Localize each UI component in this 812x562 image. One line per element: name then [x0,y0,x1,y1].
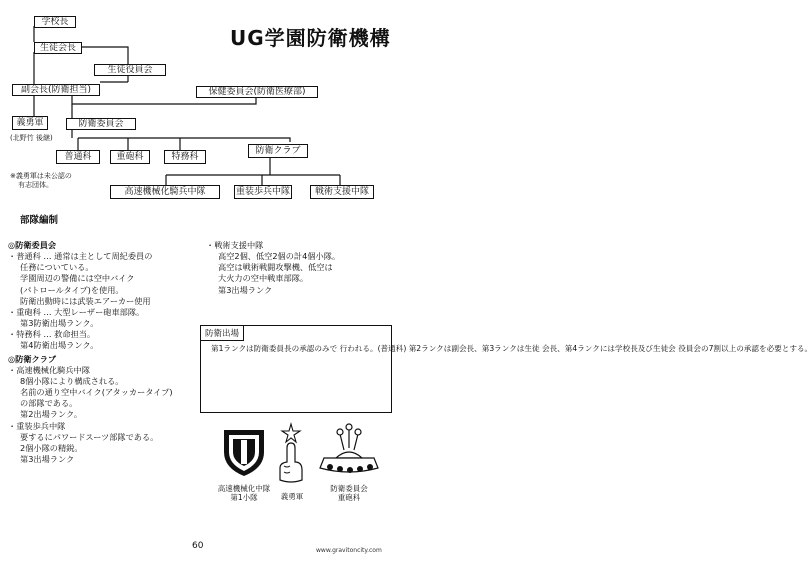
deployment-rank-title: 防衛出場 [201,326,244,341]
page-number: 60 [192,541,204,551]
rank-line-1: 第1ランクは防衛委員長の承認のみで [211,344,338,353]
rank-line-2: 行われる。(普通科) [339,344,407,353]
text-normal-section-d: 防衛出動時には武装エアーカー使用 [20,295,151,306]
org-box-vp-defense: 副会長(防衛担当) [12,84,100,96]
heading-defense-committee: ◎防衛委員会 [8,240,57,250]
text-tactical-support-c: 大火力の空中戦車部隊。 [218,273,309,284]
text-artillery-section: ・重砲科 … 大型レーザー砲車部隊。 [8,306,145,317]
text-heavy-infantry-b: 2個小隊の精鋭。 [20,442,83,453]
left-column-text [8,238,173,465]
org-box-mech-cavalry: 高速機械化騎兵中隊 [110,185,220,199]
org-box-normal-section: 普通科 [56,150,100,164]
footer-url: www.gravitoncity.com [316,547,382,554]
page-title: UG学園防衛機構 [230,26,391,50]
volunteer-army-emblem-icon [272,422,310,486]
volunteer-remark-line-2: 有志団体。 [18,181,53,189]
org-box-artillery-section: 重砲科 [110,150,150,164]
text-mech-cavalry: ・高速機械化騎兵中隊 [8,364,90,375]
text-heavy-infantry-c: 第3出場ランク [20,453,75,464]
text-tactical-support-a: 高空2個、低空2個の計4個小隊。 [218,251,341,262]
org-box-health-committee: 保健委員会(防衛医療部) [196,86,318,98]
org-box-tactical-support: 戦術支援中隊 [310,185,374,199]
text-special-section-a: 第4防衛出場ランク。 [20,340,99,351]
text-mech-cavalry-d: 第2出場ランク。 [20,409,83,420]
text-artillery-section-a: 第3防衛出場ランク。 [20,318,99,329]
rank-line-5: 役員会の7割以上の承認を必要とする。 [678,344,812,353]
mech-cavalry-emblem-icon [222,428,266,478]
rank-line-3: 第2ランクは副会長、第3ランクは生徒 [408,344,540,353]
text-special-section: ・特務科 … 救命担当。 [8,329,96,340]
org-box-president: 生徒会長 [34,42,82,54]
artillery-emblem-caption [314,484,384,503]
text-tactical-support: ・戦術支援中隊 [206,240,264,250]
text-mech-cavalry-c: の部隊である。 [20,398,78,409]
deployment-rank-box [200,325,812,413]
text-normal-section-a: 任務についている。 [20,262,94,273]
org-box-heavy-infantry: 重装歩兵中隊 [234,185,292,199]
heading-defense-club: ◎防衛クラブ [8,353,57,364]
text-normal-section-c: (パトロールタイプ)を使用。 [20,284,124,295]
text-tactical-support-b: 高空は戦術戦闘攻撃機、低空は [218,262,333,273]
text-tactical-support-d: 第3出場ランク [218,284,273,295]
text-mech-cavalry-a: 8個小隊により構成される。 [20,375,124,386]
text-heavy-infantry-a: 要するにパワードスーツ部隊である。 [20,431,159,442]
text-heavy-infantry: ・重装歩兵中隊 [8,420,66,431]
artillery-caption-line-1: 防衛委員会 [330,484,368,493]
org-box-defense-club: 防衛クラブ [248,144,308,158]
org-box-defense-committee: 防衛委員会 [66,118,136,130]
org-box-volunteer-army: 義勇軍 [12,116,48,130]
text-normal-section-b: 学園周辺の警備には空中バイク [20,273,135,284]
text-normal-section: ・普通科 … 通常は主として周紀委員の [8,251,153,262]
mech-cavalry-caption-line-2: 第1小隊 [230,493,258,503]
org-box-council: 生徒役員会 [94,64,166,76]
org-box-special-section: 特務科 [164,150,206,164]
mech-cavalry-caption-line-1: 高速機械化中隊 [217,484,271,493]
volunteer-note: (北野竹 後継) [10,134,53,142]
right-column-text [206,240,340,296]
artillery-caption-line-2: 重砲科 [337,493,361,503]
artillery-emblem-icon [316,424,382,480]
section-title: 部隊編制 [20,215,59,226]
text-mech-cavalry-b: 名前の通り空中バイク(アタッカータイプ) [20,387,173,398]
volunteer-remark-line-1: ※義勇軍は未公認の [10,172,72,180]
rank-line-4: 会長、第4ランクには学校長及び生徒会 [542,344,676,353]
deployment-rank-body [211,344,812,354]
volunteer-emblem-caption: 義勇軍 [280,492,304,501]
org-box-principal: 学校長 [34,16,76,28]
